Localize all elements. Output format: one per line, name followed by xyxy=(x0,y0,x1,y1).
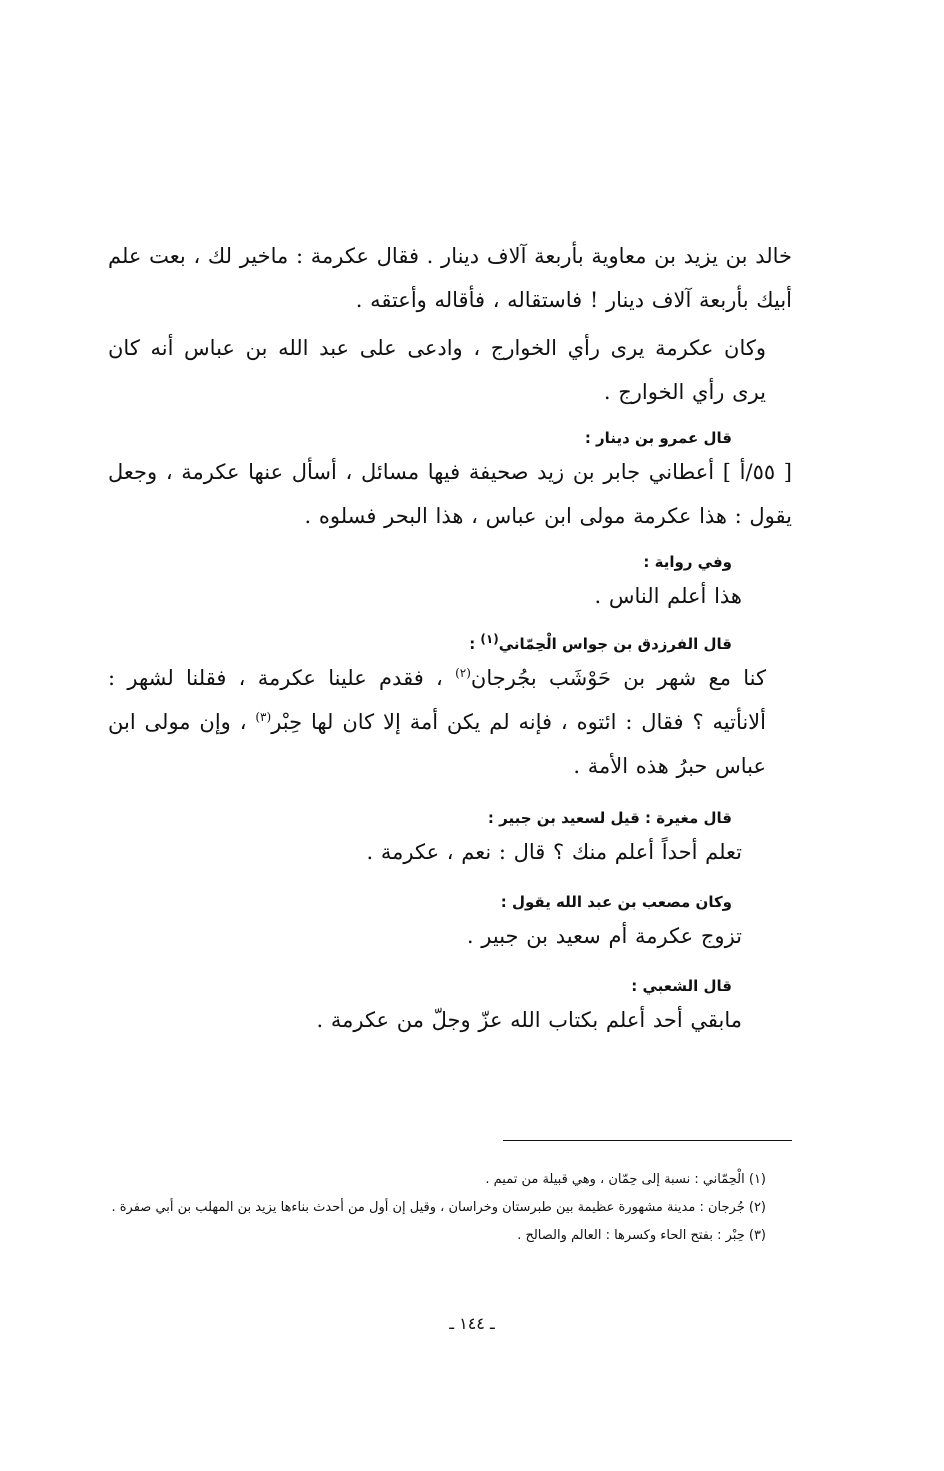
paragraph-7: تزوج عكرمة أم سعيد بن جبير . xyxy=(466,924,742,948)
page-body xyxy=(108,234,792,1042)
paragraph-8: مابقي أحد أعلم بكتاب الله عزّ وجلّ من عكرمة . xyxy=(316,1008,742,1032)
footnote-ref-2: (٢) xyxy=(455,666,471,680)
heading-riwaya: وفي رواية : xyxy=(643,553,732,571)
heading-farazdaq-text: قال الفرزدق بن جواس الْحِمّاني xyxy=(498,635,732,653)
paragraph-3: [ ٥٥/أ ] أعطاني جابر بن زيد صحيفة فيها مسائل ، أسأل عنها عكرمة ، وجعل يقول : هذا عكرمة مولى ابن عباس ، هذا البحر فسلوه . xyxy=(108,460,792,528)
footnote-ref-1: (١) xyxy=(480,632,499,646)
paragraph-5-b: ، فقدم علينا عكرمة ، فقلنا لشهر : ألانأتيه ؟ فقال : ائتوه ، فإنه لم يكن أمة إلا كان لها حِبْر xyxy=(108,666,766,734)
heading-shabi: قال الشعبي : xyxy=(631,977,732,995)
footnote-1: (١) الْحِمّاني : نسبة إلى حِمّان ، وهي قبيلة من تميم . xyxy=(485,1172,766,1187)
paragraph-5 xyxy=(108,656,792,788)
paragraph-1: خالد بن يزيد بن معاوية بأربعة آلاف دينار . فقال عكرمة : ماخير لك ، بعت علم أبيك بأربعة آلاف دينار ! فاستقاله ، فأقاله وأعتقه . xyxy=(108,244,792,312)
paragraph-5-c: ، وإن مولى ابن عباس حبرُ هذه الأمة . xyxy=(108,710,766,778)
heading-farazdaq xyxy=(108,632,792,656)
page-number: ـ ١٤٤ ـ xyxy=(449,1314,495,1333)
footnotes xyxy=(108,1166,792,1250)
footnote-2: (٢) جُرجان : مدينة مشهورة عظيمة بين طبرستان وخراسان ، وقيل إن أول من أحدث بناءها يزيد بن المهلب بن أبي صفرة . xyxy=(111,1200,766,1215)
paragraph-4: هذا أعلم الناس . xyxy=(594,584,742,608)
heading-amr: قال عمرو بن دينار : xyxy=(584,429,732,447)
paragraph-2: وكان عكرمة يرى رأي الخوارج ، وادعى على عبد الله بن عباس أنه كان يرى رأي الخوارج . xyxy=(108,336,766,404)
paragraph-5-a: كنا مع شهر بن حَوْشَب بجُرجان xyxy=(470,666,766,690)
heading-mughira: قال مغيرة : قيل لسعيد بن جبير : xyxy=(487,809,732,827)
footnote-divider xyxy=(503,1140,792,1141)
footnote-3: (٣) حِبْر : بفتح الحاء وكسرها : العالم والصالح . xyxy=(517,1228,766,1243)
footnote-ref-3: (٣) xyxy=(255,710,272,724)
paragraph-6: تعلم أحداً أعلم منك ؟ قال : نعم ، عكرمة . xyxy=(366,840,742,864)
heading-musab: وكان مصعب بن عبد الله يقول : xyxy=(500,893,732,911)
heading-farazdaq-colon: : xyxy=(469,635,481,653)
